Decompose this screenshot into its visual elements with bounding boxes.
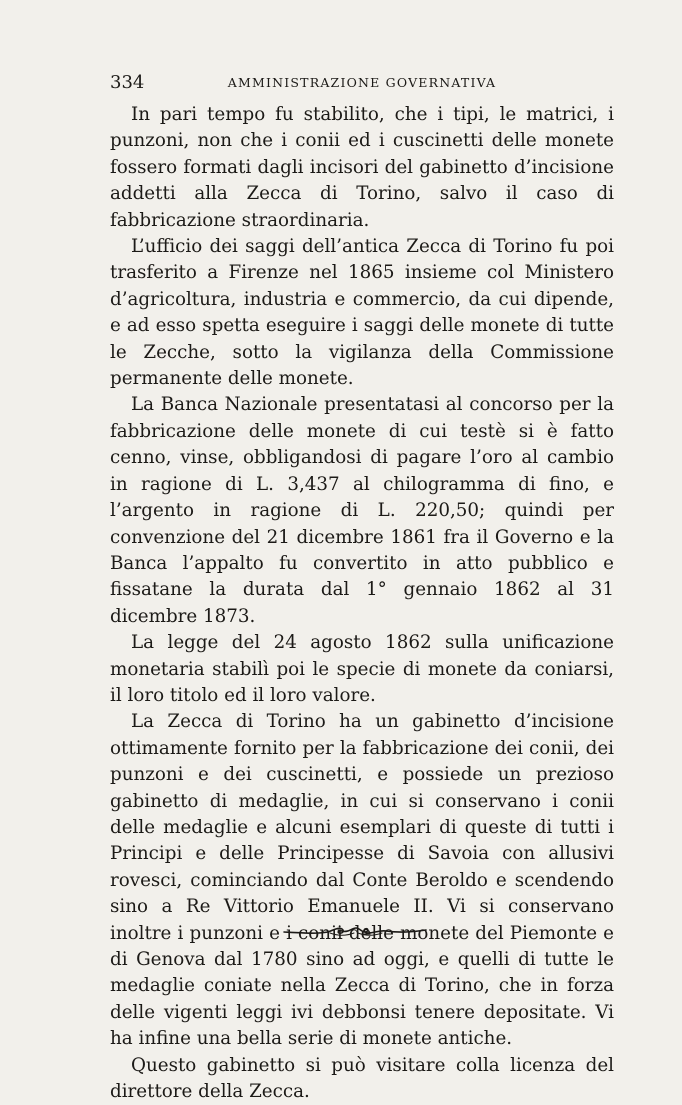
- decorative-flourish-icon: [282, 924, 428, 938]
- running-head: [110, 72, 614, 94]
- paragraph-3: La Banca Nazionale presentatasi al concorso per la fabbricazione delle monete di cui testè si è fatto cenno, vinse, obbligandosi di pagare l’oro al cambio in ragione di L. 3,437 al chilogramma di fino, e l’argento in ragione di L. 220,50; quindi per convenzione del 21 dicembre 1861 fra il Governo e la Banca l’appalto fu convertito in atto pubblico e fissatane la durata dal 1° gennaio 1862 al 31 dicembre 1873.: [110, 394, 614, 627]
- paragraph-5: La Zecca di Torino ha un gabinetto d’incisione ottimamente fornito per la fabbricazione dei conii, dei punzoni e dei cuscinetti, e possiede un prezioso gabinetto di medaglie, in cui si conservano i conii delle medaglie e alcuni esemplari di queste di tutti i Principi e delle Principesse di Savoia con allusivi rovesci, cominciando dal Conte Beroldo e scendendo sino a Re Vittorio Emanuele II. Vi si conservano inoltre i punzoni e i conii delle monete del Piemonte e di Genova dal 1780 sino ad oggi, e quelli di tutte le medaglie coniate nella Zecca di Torino, che in forza delle vigenti leggi ivi debbonsi tenere depositate. Vi ha infine una bella serie di monete antiche.: [110, 711, 614, 1050]
- running-title: AMMINISTRAZIONE GOVERNATIVA: [227, 75, 497, 90]
- paragraph-4: La legge del 24 agosto 1862 sulla unificazione monetaria stabilì poi le specie di monete da coniarsi, il loro titolo ed il loro valore.: [110, 632, 614, 706]
- page-number: 334: [110, 72, 145, 93]
- paragraph-6: Questo gabinetto si può visitare colla licenza del direttore della Zecca.: [110, 1054, 614, 1103]
- paragraph-2: L’ufficio dei saggi dell’antica Zecca di Torino fu poi trasferito a Firenze nel 1865 insieme col Ministero d’agricoltura, industria e commercio, da cui dipende, e ad esso spetta eseguire i saggi delle monete di tutte le Zecche, sotto la vigilanza della Commissione permanente delle monete.: [110, 236, 614, 390]
- paragraph-1: In pari tempo fu stabilito, che i tipi, le matrici, i punzoni, non che i conii ed i cuscinetti delle monete fossero formati dagli incisori del gabinetto d’incisione addetti alla Zecca di Torino, salvo il caso di fabbricazione straordinaria.: [110, 104, 614, 231]
- body-text: [110, 102, 614, 1105]
